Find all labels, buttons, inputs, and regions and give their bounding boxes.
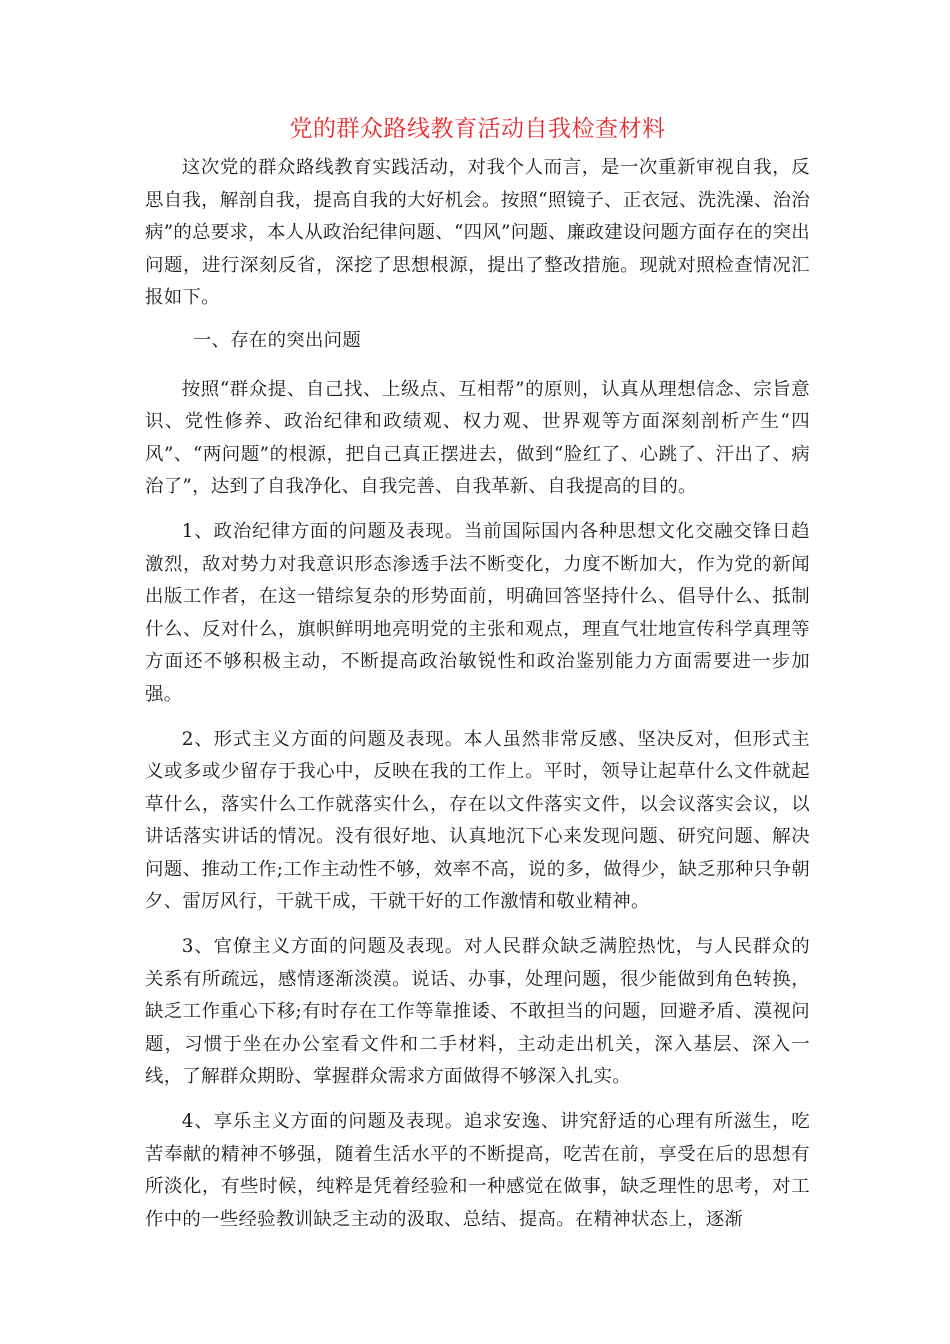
document-title: 党的群众路线教育活动自我检查材料 — [289, 116, 666, 142]
item-3-bureaucratism: 3、官僚主义方面的问题及表现。对人民群众缺乏满腔热忱，与人民群众的关系有所疏远，感情逐渐淡漠。说话、办事，处理问题，很少能做到角色转换，缺乏工作重心下移;有时存在工作等靠推诿、不敢担当的问题，回避矛盾、漠视问题，习惯于坐在办公室看文件和二手材料，主动走出机关，深入基层、深入一线，了解群众期盼、掌握群众需求方面做得不够深入扎实。 — [145, 936, 810, 1088]
item-4-hedonism: 4、享乐主义方面的问题及表现。追求安逸、讲究舒适的心理有所滋生，吃苦奉献的精神不够强，随着生活水平的不断提高，吃苦在前，享受在后的思想有所淡化，有些时候，纯粹是凭着经验和一种感觉在做事，缺乏理性的思考，对工作中的一些经验教训缺乏主动的汲取、总结、提高。在精神状态上，逐渐 — [145, 1111, 810, 1230]
principle-paragraph: 按照“群众提、自己找、上级点、互相帮”的原则，认真从理想信念、宗旨意识、党性修养、政治纪律和政绩观、权力观、世界观等方面深刻剖析产生“四风”、“两问题”的根源，把自己真正摆进去，做到“脸红了、心跳了、汗出了、病治了”，达到了自我净化、自我完善、自我革新、自我提高的目的。 — [145, 378, 810, 498]
item-2-formalism: 2、形式主义方面的问题及表现。本人虽然非常反感、坚决反对，但形式主义或多或少留存于我心中，反映在我的工作上。平时，领导让起草什么文件就起草什么，落实什么工作就落实什么，存在以文件落实文件，以会议落实会议，以讲话落实讲话的情况。没有很好地、认真地沉下心来发现问题、研究问题、解决问题、推动工作;工作主动性不够，效率不高，说的多，做得少，缺乏那种只争朝夕、雷厉风行，干就干成，干就干好的工作激情和敬业精神。 — [145, 728, 810, 913]
document-page — [145, 112, 810, 1236]
intro-paragraph: 这次党的群众路线教育实践活动，对我个人而言，是一次重新审视自我，反思自我，解剖自我，提高自我的大好机会。按照“照镜子、正衣冠、洗洗澡、治治病”的总要求，本人从政治纪律问题、“四风”问题、廉政建设问题方面存在的突出问题，进行深刻反省，深挖了思想根源，提出了整改措施。现就对照检查情况汇报如下。 — [145, 157, 810, 309]
section-heading: 一、存在的突出问题 — [192, 329, 362, 351]
item-1-political-discipline: 1、政治纪律方面的问题及表现。当前国际国内各种思想文化交融交锋日趋激烈，敌对势力对我意识形态渗透手法不断变化，力度不断加大，作为党的新闻出版工作者，在这一错综复杂的形势面前，明确回答坚持什么、倡导什么、抵制什么、反对什么，旗帜鲜明地亮明党的主张和观点，理直气壮地宣传科学真理等方面还不够积极主动，不断提高政治敏锐性和政治鉴别能力方面需要进一步加强。 — [145, 520, 810, 705]
